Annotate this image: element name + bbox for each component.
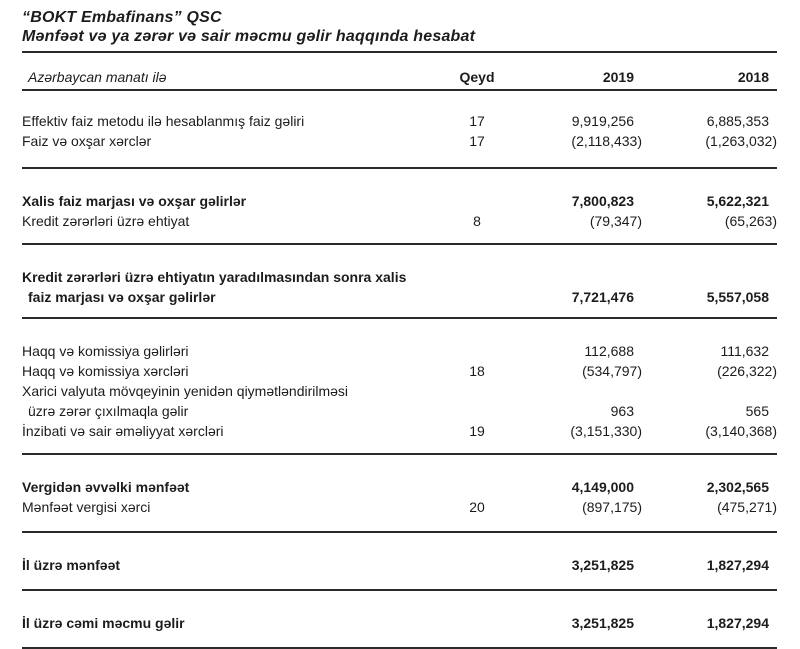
amount-2019-cell: 112,688 [584, 343, 634, 359]
amount-2019-cell: 3,251,825 [571, 557, 634, 573]
row-label: Kredit zərərləri üzrə ehtiyat [22, 213, 190, 229]
column-header-2018: 2018 [737, 69, 769, 85]
table-row [22, 191, 777, 211]
note-cell: 17 [469, 133, 485, 149]
row-label: İnzibati və sair əməliyyat xərcləri [22, 423, 224, 439]
amount-2018-cell: 2,302,565 [706, 479, 769, 495]
table-row [22, 613, 777, 633]
table-row [22, 497, 777, 517]
table-row [22, 381, 777, 421]
row-label: Xalis faiz marjası və oxşar gəlirlər [22, 193, 247, 209]
amount-2019-cell: (3,151,330) [570, 423, 642, 439]
amount-2018-cell: 111,632 [720, 343, 769, 359]
amount-2019-cell: (534,797) [582, 363, 642, 379]
amount-2019-cell: 9,919,256 [571, 113, 634, 129]
table-row [22, 341, 777, 361]
row-label-line1: Kredit zərərləri üzrə ehtiyatın yaradılmasından sonra xalis [22, 269, 407, 285]
table-row [22, 211, 777, 231]
note-cell: 8 [473, 213, 481, 229]
amount-2018-cell: (226,322) [717, 363, 777, 379]
row-label: Haqq və komissiya xərcləri [22, 363, 189, 379]
statement-page [22, 8, 777, 649]
section-total-comprehensive-income [22, 591, 777, 633]
table-row [22, 267, 777, 307]
statement-title: Mənfəət və ya zərər və sair məcmu gəlir haqqında hesabat [22, 27, 777, 53]
note-cell: 17 [469, 113, 485, 129]
note-cell: 18 [469, 363, 485, 379]
section-profit-for-year [22, 533, 777, 575]
row-label-line1: Xarici valyuta mövqeyinin yenidən qiymətləndirilməsi [22, 383, 349, 399]
column-header-qeyd: Qeyd [459, 69, 495, 85]
amount-2019-cell: 3,251,825 [571, 615, 634, 631]
row-label-line2: faiz marjası və oxşar gəlirlər [28, 289, 216, 305]
row-label [22, 381, 442, 421]
row-label: Mənfəət vergisi xərci [22, 499, 151, 515]
row-label: İl üzrə cəmi məcmu gəlir [22, 615, 185, 631]
amount-2018-cell: 5,622,321 [706, 193, 769, 209]
section-interest [22, 91, 777, 151]
amount-2018-cell: 5,557,058 [706, 289, 769, 305]
amount-2019-cell: (2,118,433) [571, 133, 642, 149]
amount-2018-cell: 565 [745, 403, 769, 419]
row-label: Effektiv faiz metodu ilə hesablanmış faiz gəliri [22, 113, 305, 129]
amount-2018-cell: 6,885,353 [706, 113, 769, 129]
row-label-line2: üzrə zərər çıxılmaqla gəlir [28, 403, 189, 419]
amount-2019-cell: 7,800,823 [571, 193, 634, 209]
note-cell: 19 [469, 423, 485, 439]
section-fees-and-expenses [22, 319, 777, 441]
amount-2018-cell: 1,827,294 [706, 557, 769, 573]
table-row [22, 361, 777, 381]
company-title: “BOKT Embafinans” QSC [22, 9, 222, 26]
section-net-margin-after-provision [22, 245, 777, 307]
amount-2019-cell: (897,175) [582, 499, 642, 515]
amount-2019-cell: 7,721,476 [571, 289, 634, 305]
row-label [22, 267, 442, 307]
table-row [22, 555, 777, 575]
amount-2018-cell: 1,827,294 [706, 615, 769, 631]
income-statement-table [22, 67, 777, 649]
row-label: İl üzrə mənfəət [22, 557, 121, 573]
table-row [22, 421, 777, 441]
amount-2019-cell: 4,149,000 [571, 479, 634, 495]
table-row [22, 131, 777, 151]
section-profit-before-tax [22, 455, 777, 517]
section-net-margin [22, 169, 777, 231]
amount-2018-cell: (65,263) [724, 213, 777, 229]
note-cell: 20 [469, 499, 485, 515]
row-label: Vergidən əvvəlki mənfəət [22, 479, 190, 495]
table-row [22, 477, 777, 497]
amount-2018-cell: (3,140,368) [705, 423, 777, 439]
column-header-2019: 2019 [602, 69, 634, 85]
amount-2018-cell: (475,271) [717, 499, 777, 515]
amount-2018-cell: (1,263,032) [705, 133, 777, 149]
amount-2019-cell: 963 [610, 403, 634, 419]
row-label: Haqq və komissiya gəlirləri [22, 343, 189, 359]
table-header-row [22, 67, 777, 91]
row-label: Faiz və oxşar xərclər [22, 133, 152, 149]
table-row [22, 111, 777, 131]
currency-note: Azərbaycan manatı ilə [28, 69, 167, 85]
amount-2019-cell: (79,347) [589, 213, 642, 229]
